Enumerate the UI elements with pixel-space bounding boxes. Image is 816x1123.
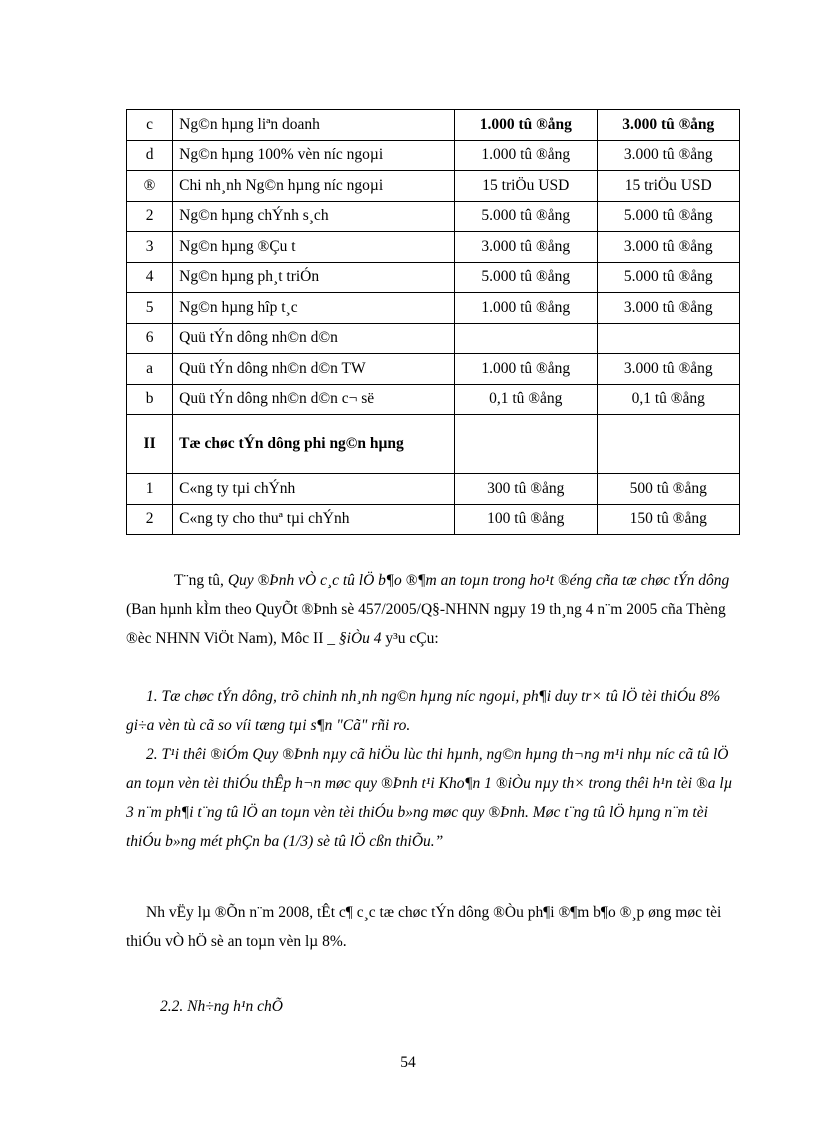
row-capital-old: 1.000 tû ®ång [455,110,597,141]
table-row [127,504,740,535]
table-row [127,474,740,505]
row-capital-old: 100 tû ®ång [455,504,597,535]
intro-article: §iÒu 4 [338,630,382,647]
row-institution: Ng©n hµng liªn doanh [173,110,455,141]
row-number: 5 [127,293,173,324]
row-capital-old: 0,1 tû ®ång [455,384,597,415]
row-capital-old: 1.000 tû ®ång [455,354,597,385]
page-number: 54 [400,1054,416,1071]
row-institution: Ng©n hµng 100% vèn níc ngoµi [173,140,455,171]
row-capital-new: 15 triÖu USD [597,171,740,202]
intro-lead: T¨ng tû, [174,572,228,589]
row-capital-new: 3.000 tû ®ång [597,110,740,141]
row-number: 4 [127,262,173,293]
capital-table-body [127,110,740,535]
row-number: 3 [127,232,173,263]
row-institution: Tæ chøc tÝn dông phi ng©n hµng [173,415,455,474]
table-row [127,415,740,474]
table-row [127,293,740,324]
row-number: II [127,415,173,474]
row-capital-old [455,415,597,474]
capital-table [126,109,740,535]
table-row [127,201,740,232]
intro-regulation-title: Quy ®Þnh vÒ c¸c tû lÖ b¶o ®¶m an toµn trong ho¹t ®éng cña tæ chøc tÝn dông [227,572,730,589]
intro-end: y³u cÇu: [381,630,439,647]
row-capital-new: 500 tû ®ång [597,474,740,505]
row-capital-old: 15 triÖu USD [455,171,597,202]
section-heading: 2.2. Nh÷ng h¹n chÕ [160,998,283,1015]
row-institution: Quü tÝn dông nh©n d©n TW [173,354,455,385]
row-institution: Ng©n hµng hîp t¸c [173,293,455,324]
row-capital-old: 5.000 tû ®ång [455,201,597,232]
table-row [127,110,740,141]
row-number: 2 [127,504,173,535]
row-number: d [127,140,173,171]
paragraph-clause-2: 2. T¹i thêi ®iÓm Quy ®Þnh nµy cã hiÖu lùc thi hµnh, ng©n hµng th¬ng m¹i nhµ níc cã tû lÖ an toµn vèn tèi thiÓu thÊp h¬n møc quy ®Þnh t¹i Kho¶n 1 ®iÒu nµy th× trong thêi h¹n tèi ®a lµ 3 n¨m ph¶i t¨ng tû lÖ an toµn vèn tèi thiÓu b»ng møc quy ®Þnh. Møc t¨ng tû lÖ hµng n¨m tèi thiÓu b»ng mét phÇn ba (1/3) sè tû lÖ cßn thiÕu.” [126,746,733,850]
row-capital-old [455,323,597,354]
row-capital-new: 3.000 tû ®ång [597,293,740,324]
row-capital-new: 3.000 tû ®ång [597,354,740,385]
row-capital-new: 5.000 tû ®ång [597,262,740,293]
row-institution: Ng©n hµng ®Çu t [173,232,455,263]
row-institution: C«ng ty tµi chÝnh [173,474,455,505]
row-institution: Ng©n hµng ph¸t triÓn [173,262,455,293]
row-capital-new [597,415,740,474]
row-capital-new: 150 tû ®ång [597,504,740,535]
row-capital-new: 3.000 tû ®ång [597,232,740,263]
row-capital-new: 3.000 tû ®ång [597,140,740,171]
table-row [127,262,740,293]
row-capital-old: 1.000 tû ®ång [455,140,597,171]
row-number: 6 [127,323,173,354]
row-institution: Quü tÝn dông nh©n d©n [173,323,455,354]
table-row [127,171,740,202]
row-institution: Ng©n hµng chÝnh s¸ch [173,201,455,232]
table-row [127,323,740,354]
paragraph-intro [126,566,742,653]
row-capital-new: 0,1 tû ®ång [597,384,740,415]
row-capital-new [597,323,740,354]
intro-rest: (Ban hµnh kÌm theo QuyÕt ®Þnh sè 457/2005/Q§-NHNN ngµy 19 th¸ng 4 n¨m 2005 cña Thèng ®èc NHNN ViÖt Nam), Môc II _ [126,601,726,647]
row-capital-new: 5.000 tû ®ång [597,201,740,232]
row-institution: C«ng ty cho thuª tµi chÝnh [173,504,455,535]
table-row [127,232,740,263]
paragraph-clause-1: 1. Tæ chøc tÝn dông, trõ chinh nh¸nh ng©n hµng níc ngoµi, ph¶i duy tr× tû lÖ tèi thiÓu 8% gi÷a vèn tù cã so víi tæng tµi s¶n "Cã" rñi ro. [126,688,721,734]
row-capital-old: 5.000 tû ®ång [455,262,597,293]
row-institution: Quü tÝn dông nh©n d©n c¬ së [173,384,455,415]
row-number: a [127,354,173,385]
table-row [127,354,740,385]
row-capital-old: 300 tû ®ång [455,474,597,505]
row-number: 1 [127,474,173,505]
paragraph-conclusion: Nh vËy lµ ®Õn n¨m 2008, tÊt c¶ c¸c tæ chøc tÝn dông ®Òu ph¶i ®¶m b¶o ®¸p øng møc tèi thiÓu vÒ hÖ sè an toµn vèn lµ 8%. [126,904,722,950]
table-row [127,140,740,171]
row-number: ® [127,171,173,202]
row-institution: Chi nh¸nh Ng©n hµng níc ngoµi [173,171,455,202]
row-number: 2 [127,201,173,232]
row-capital-old: 3.000 tû ®ång [455,232,597,263]
row-capital-old: 1.000 tû ®ång [455,293,597,324]
row-number: c [127,110,173,141]
table-row [127,384,740,415]
row-number: b [127,384,173,415]
